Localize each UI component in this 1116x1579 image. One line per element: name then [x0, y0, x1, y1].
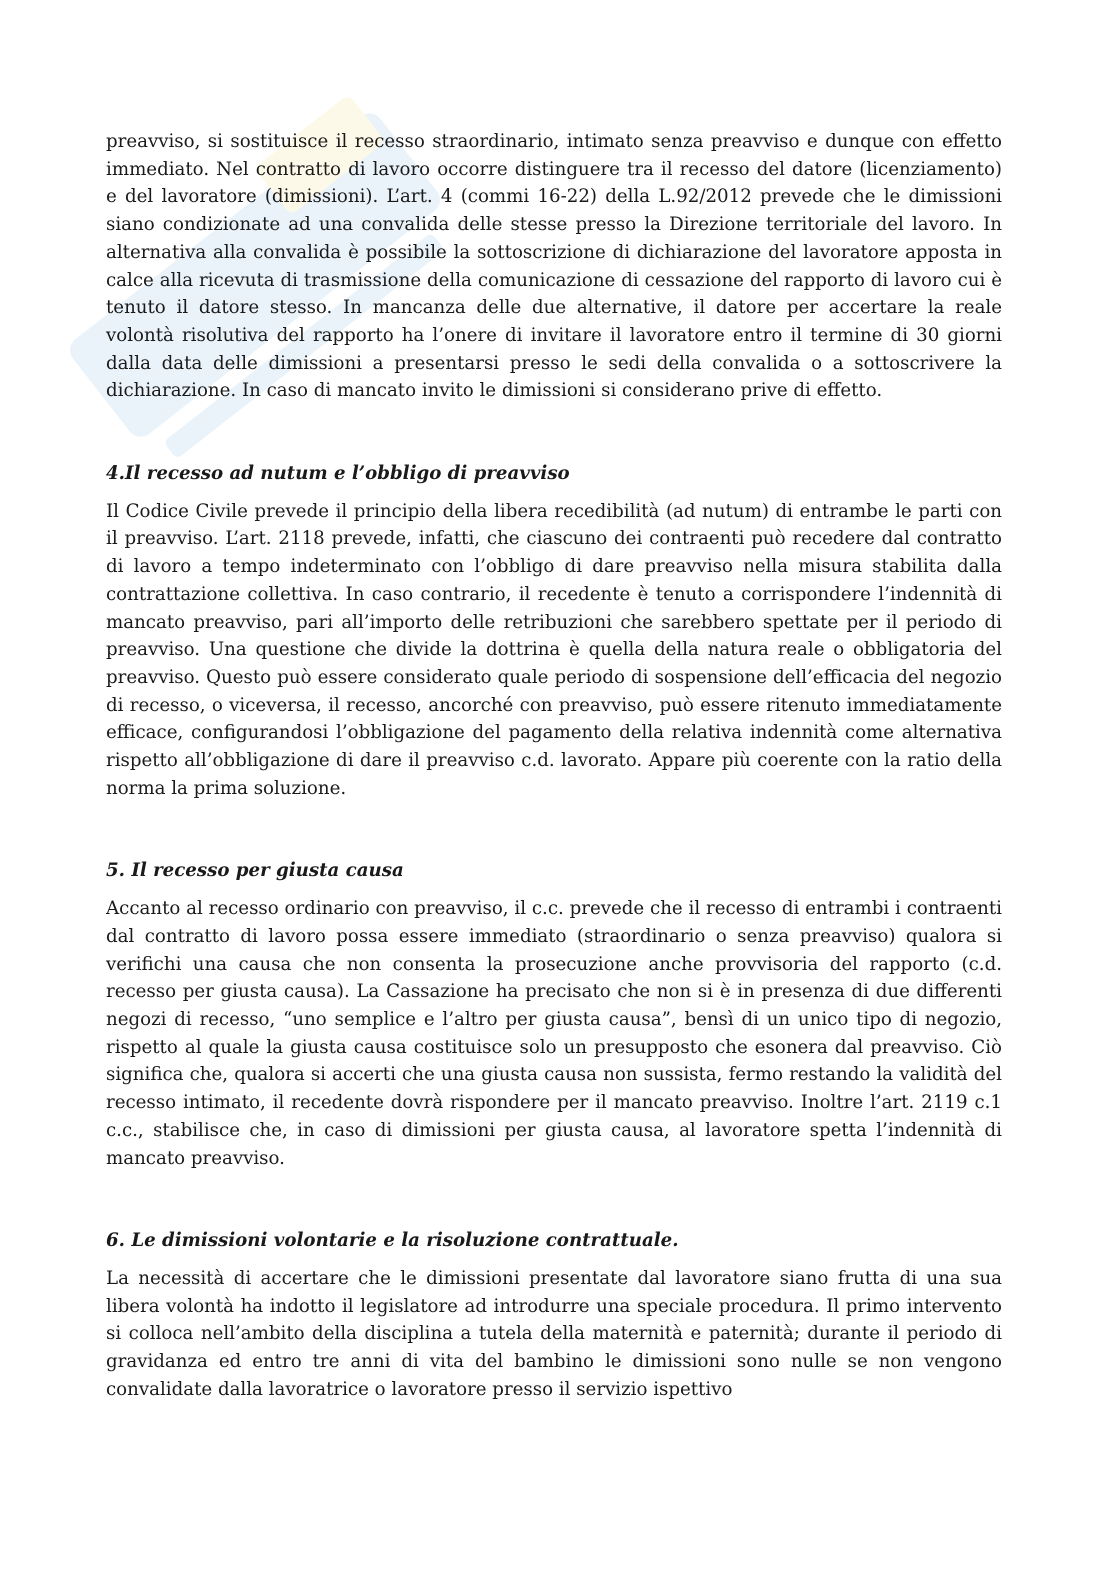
section-6-heading: 6. Le dimissioni volontarie e la risoluzione contrattuale.: [106, 1230, 679, 1252]
heading-spacer: [106, 488, 1002, 498]
section-4-paragraph: Il Codice Civile prevede il principio della libera recedibilità (ad nutum) di entrambe le parti con il preavviso. L’art. 2118 prevede, infatti, che ciascuno dei contraenti può recedere dal contratto di lavoro a tempo indeterminato con l’obbligo di dare preavviso nella misura stabilita dalla contrattazione collettiva. In caso contrario, il recedente è tenuto a corrispondere l’indennità di mancato preavviso, pari all’importo delle retribuzioni che sarebbero spettate per il periodo di preavviso. Una questione che divide la dottrina è quella della natura reale o obbligatoria del preavviso. Questo può essere considerato quale periodo di sospensione dell’efficacia del negozio di recesso, o viceversa, il recesso, ancorché con preavviso, può essere ritenuto immediatamente efficace, configurandosi l’obbligazione del pagamento della relativa indennità come alternativa rispetto all’obbligazione di dare il preavviso c.d. lavorato. Appare più coerente con la ratio della norma la prima soluzione.: [106, 500, 1002, 799]
section-spacer: [106, 802, 1002, 857]
section-4: [106, 460, 1002, 802]
section-spacer: [106, 405, 1002, 460]
section-4-heading: 4.Il recesso ad nutum e l’obbligo di preavviso: [106, 463, 570, 485]
section-spacer: [106, 1172, 1002, 1227]
heading-spacer: [106, 1255, 1002, 1265]
section-5-heading: 5. Il recesso per giusta causa: [106, 860, 404, 882]
section-6-paragraph: La necessità di accertare che le dimissioni presentate dal lavoratore siano frutta di una sua libera volontà ha indotto il legislatore ad introdurre una speciale procedura. Il primo intervento si colloca nell’ambito della disciplina a tutela della maternità e paternità; durante il periodo di gravidanza ed entro tre anni di vita del bambino le dimissioni sono nulle se non vengono convalidate dalla lavoratrice o lavoratore presso il servizio ispettivo: [106, 1267, 1002, 1400]
section-6: [106, 1227, 1002, 1403]
paragraph-intro: preavviso, si sostituisce il recesso straordinario, intimato senza preavviso e dunque con effetto immediato. Nel contratto di lavoro occorre distinguere tra il recesso del datore (licenziamento) e del lavoratore (dimissioni). L’art. 4 (commi 16-22) della L.92/2012 prevede che le dimissioni siano condizionate ad una convalida delle stesse presso la Direzione territoriale del lavoro. In alternativa alla convalida è possibile la sottoscrizione di dichiarazione del lavoratore apposta in calce alla ricevuta di trasmissione della comunicazione di cessazione del rapporto di lavoro cui è tenuto il datore stesso. In mancanza delle due alternative, il datore per accertare la reale volontà risolutiva del rapporto ha l’onere di invitare il lavoratore entro il termine di 30 giorni dalla data delle dimissioni a presentarsi presso le sedi della convalida o a sottoscrivere la dichiarazione. In caso di mancato invito le dimissioni si considerano prive di effetto.: [106, 131, 1002, 402]
section-5: [106, 857, 1002, 1172]
section-5-paragraph: Accanto al recesso ordinario con preavviso, il c.c. prevede che il recesso di entrambi i contraenti dal contratto di lavoro possa essere immediato (straordinario o senza preavviso) qualora si verifichi una causa che non consenta la prosecuzione anche provvisoria del rapporto (c.d. recesso per giusta causa). La Cassazione ha precisato che non si è in presenza di due differenti negozi di recesso, “uno semplice e l’altro per giusta causa”, bensì di un unico tipo di negozio, rispetto al quale la giusta causa costituisce solo un presupposto che esonera dal preavviso. Ciò significa che, qualora si accerti che una giusta causa non sussista, fermo restando la validità del recesso intimato, il recedente dovrà rispondere per il mancato preavviso. Inoltre l’art. 2119 c.1 c.c., stabilisce che, in caso di dimissioni per giusta causa, al lavoratore spetta l’indennità di mancato preavviso.: [106, 898, 1002, 1169]
heading-spacer: [106, 885, 1002, 895]
document-page: [106, 128, 1002, 1403]
